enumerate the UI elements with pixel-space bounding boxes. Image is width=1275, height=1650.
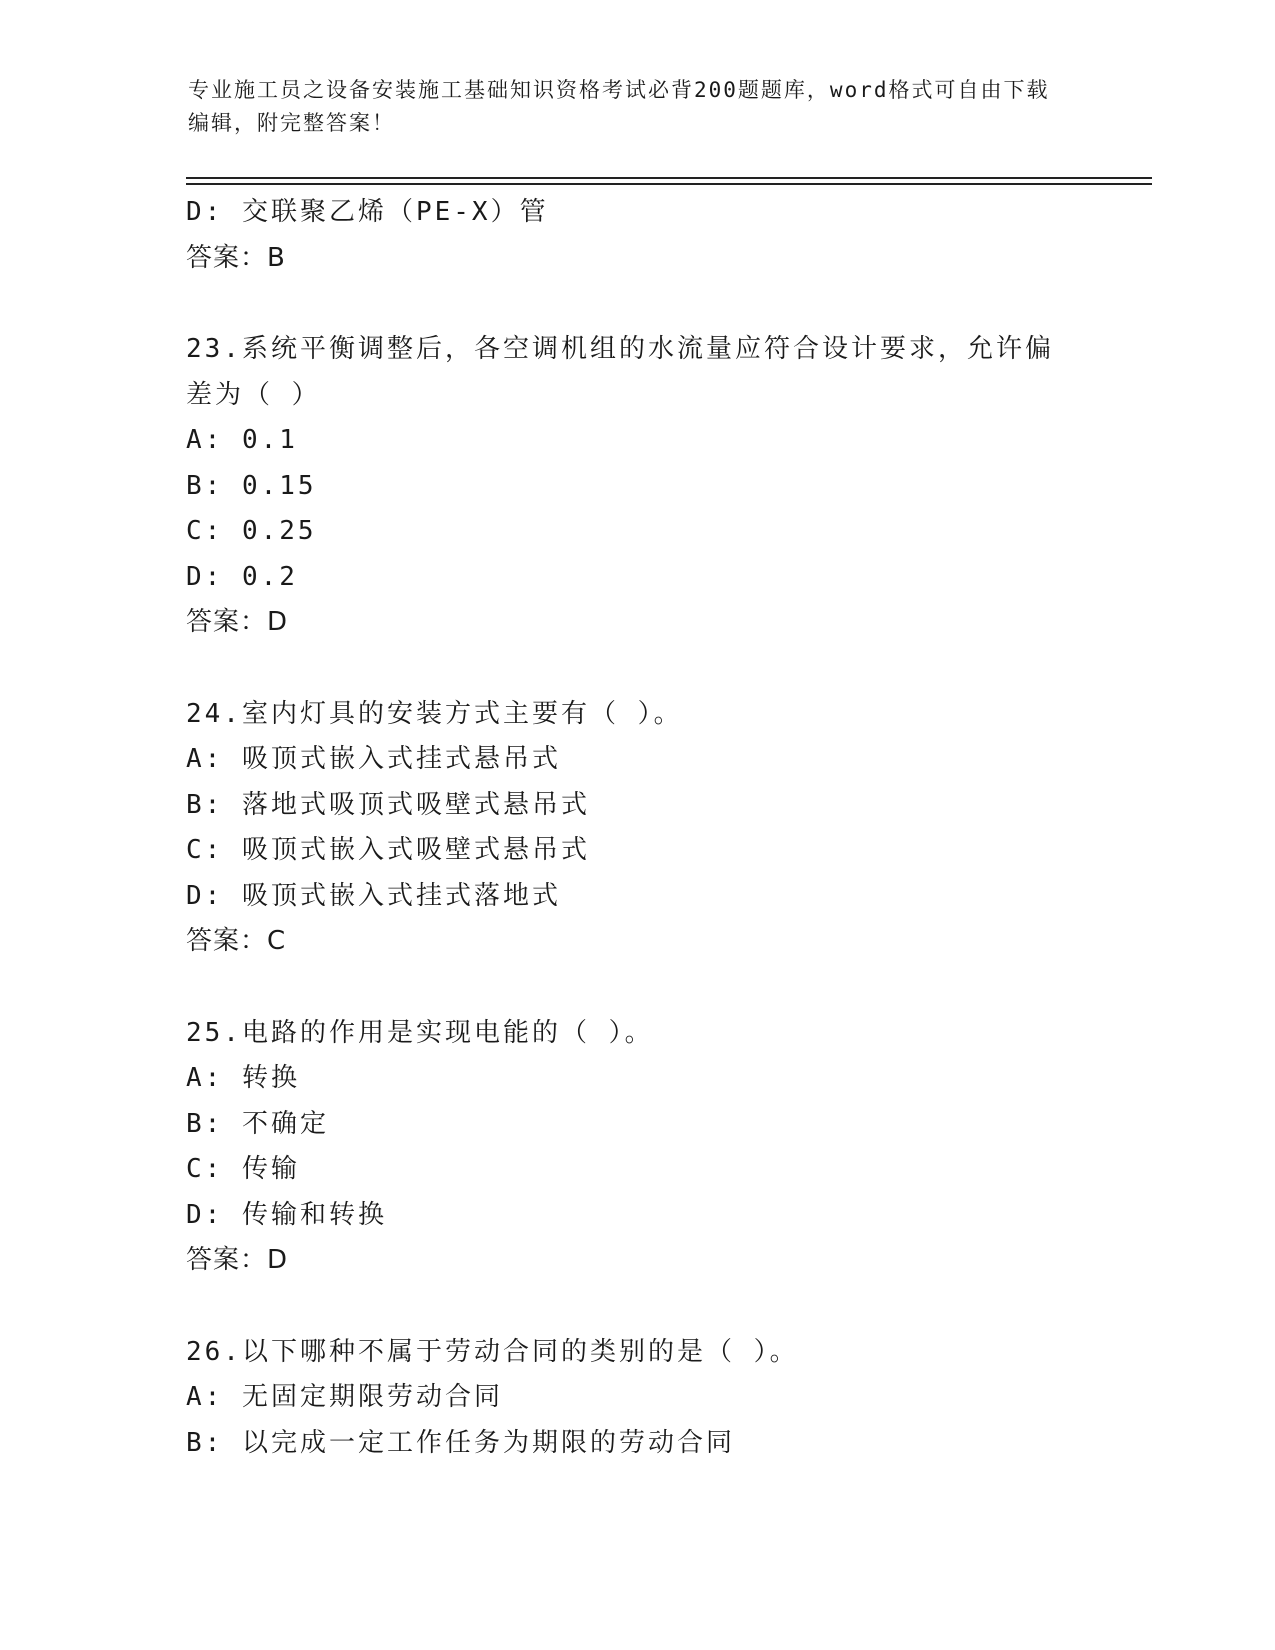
spacer	[186, 1284, 1086, 1330]
question-25	[186, 1011, 1086, 1284]
question-26	[186, 1330, 1086, 1467]
question-text: 23.系统平衡调整后，各空调机组的水流量应符合设计要求，允许偏差为（ ）	[186, 334, 1054, 410]
option-d: D: 传输和转换	[186, 1199, 387, 1230]
option-a: A: 转换	[186, 1063, 300, 1093]
option-c: C: 吸顶式嵌入式吸壁式悬吊式	[186, 835, 590, 865]
question-23	[186, 327, 1086, 646]
answer-line: 答案：D	[186, 1245, 289, 1275]
question-22-tail	[186, 190, 1086, 281]
option-d: D: 吸顶式嵌入式挂式落地式	[186, 880, 561, 911]
document-header: 专业施工员之设备安装施工基础知识资格考试必背200题题库，word格式可自由下载编辑，附完整答案！	[188, 78, 1050, 135]
question-text: 25.电路的作用是实现电能的（ ）。	[186, 1017, 654, 1048]
option-b: B: 以完成一定工作任务为期限的劳动合同	[186, 1427, 735, 1458]
answer-line: 答案：C	[186, 926, 287, 956]
question-text: 26.以下哪种不属于劳动合同的类别的是（ ）。	[186, 1336, 799, 1367]
spacer	[186, 965, 1086, 1011]
option-d: D: 交联聚乙烯（PE-X）管	[186, 197, 549, 227]
option-a: A: 吸顶式嵌入式挂式悬吊式	[186, 744, 561, 774]
option-b: B: 不确定	[186, 1108, 329, 1139]
option-a: A: 无固定期限劳动合同	[186, 1382, 503, 1412]
option-c: C: 传输	[186, 1154, 300, 1184]
option-b: B: 落地式吸顶式吸壁式悬吊式	[186, 789, 590, 820]
option-a: A: 0.1	[186, 425, 298, 455]
option-d: D: 0.2	[186, 561, 298, 592]
answer-line: 答案：B	[186, 242, 286, 273]
option-c: C: 0.25	[186, 516, 317, 546]
spacer	[186, 646, 1086, 692]
question-text: 24.室内灯具的安装方式主要有（ ）。	[186, 698, 683, 729]
answer-line: 答案：D	[186, 607, 289, 637]
spacer	[186, 281, 1086, 327]
header-divider-top	[186, 177, 1152, 179]
header-divider-bottom	[186, 183, 1152, 185]
option-b: B: 0.15	[186, 470, 317, 501]
question-24	[186, 692, 1086, 965]
question-list	[186, 190, 1086, 1466]
